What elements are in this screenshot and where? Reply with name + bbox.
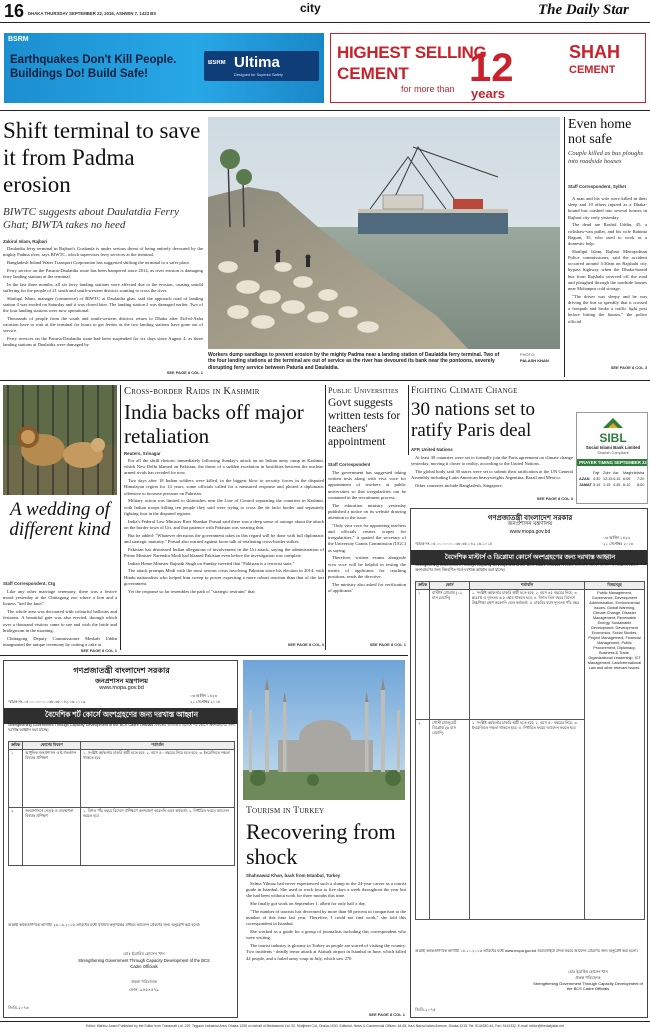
prayer-head: Fajr [593,471,600,475]
govt-paragraph: The government has suggested taking written tests along with viva voce for appointment of teachers at public universities so that irregularities can be contained in the recruitment process. [328,470,406,500]
lead-deck: BIWTC suggests about Daulatdia Ferry Ghat; BIWTA takes no heed [3,206,179,231]
notice-right-date-1: ০৬ আশ্বিন ১৪২৩ [603,536,630,540]
table-cell: Public Management, Governance, Development Administration, Environmental Issues, Global Warming, Climate Change, Disaster Management, Renewable Energy, Sustainable Development, Development Economics, Social Studies, Project Management, Financial Management, Public Procurement, Diplomacy, Business & Trade, Organizational Leadership, ICT Management, Law/International Law and other relevant issues. [585,590,645,920]
home-paragraph: The dead are Rashid Uddin, 45, a rickshaw-van puller, and his wife Rahima Begum, 35, who used to work as a domestic help. [568,222,647,247]
imprint: Editor: Mahfuz Anam Published by the Editor from Transcraft Ltd. 229, Tejgaon Industrial Area, Dhaka-1208 on behalf of Mediaworld Ltd. 52, Motijheel C/A, Dhaka-1000. Editorial, News & Commercial Offices: 64-65, Kazi Nazrul Islam Avenue, Dhaka-1215. Tel: 9144330-44, Fax: 9144332, E-mail: editor@thedailystar.net [86,1024,564,1028]
govt-kicker: Public Universities [328,386,399,395]
notice-left-sign-role: প্রকল্প পরিচালক [130,979,158,984]
notice-left-sign-phone: ফোন: ৯৫৫৪৫৭৯ [129,987,159,992]
turkey-paragraph: "The number of tourists has decreased by more than 60 percent in comparison to the number of this time last year. Therefore, I could not find work," she told this correspondent in Istanbul. [246,909,406,927]
notice-left-col: কোর্সের বিবরণ [23,742,81,750]
notice-left-sign-name: মোঃ ইব্রাহিম হোসেন খান [123,951,165,956]
notice-left-sign-project: Strengthening Government Through Capacity Development of the BCS Cadre Officials [78,958,210,969]
table-cell: পোস্ট গ্র্যাজুয়েট ডিপ্লোমা (৬ মাস মেয়াদি) [430,720,470,920]
shah-sub-2: years [471,86,505,101]
turkey-body [246,881,406,1011]
wedding-paragraph: Like any other marriage ceremony, there was a festive mood yesterday at the Chittagong zoo where a lion and a lioness "tied the knot". [3,589,117,607]
climate-paragraph: Other countries include Bangladesh, Singapore, [415,483,503,488]
sibl-logo-icon [601,416,625,430]
bsrm-product: Ultima [234,54,280,71]
table-cell: ২ [9,808,23,866]
notice-left-col: ক্রমিক [9,742,23,750]
notice-right-table [415,581,645,920]
climate-continued[interactable]: SEE PAGE 8 COL 3 [536,496,573,501]
govt-byline: Staff Correspondent [328,462,371,467]
table-cell: ১ [416,590,430,720]
prayer-cell: 7:20 [637,477,645,481]
notice-left-col: শর্তাবলি [81,742,235,750]
wedding-paragraph: The whole area was decorated with colourful balloons and festoons. A beautiful gate was also erected, through which over a thousand visitors came to see and wish the bride and bridegroom in the morning. [3,609,117,633]
table-cell: আধুনিক জনপ্রশাসন ও ই-গভর্ন্যান্স বিষয়ক প্রশিক্ষণ [23,750,81,808]
climate-headline: 30 nations set to ratify Paris deal [411,399,536,441]
notice-right-col: বিষয়সমূহ [585,582,645,590]
india-paragraph: Two days after 18 Indian soldiers were killed, in the biggest blow to security forces in the disputed Himalayan region for 14 years, some officials called for a measured response and plotted a diplomatic offensive to increase pressure on Pakistan. [124,478,324,496]
shah-brand-box [559,34,646,103]
lead-paragraph: Bangladesh Inland Water Transport Corporation has suggested shifting the terminal to a safer place. [7,260,191,265]
govt-paragraph: The education ministry yesterday published a notice on its website drawing attention to the issue. [328,502,406,521]
shah-brand-1: SHAH [569,42,621,62]
home-headline: Even home not safe [568,117,632,147]
india-byline: Reuters, Srinagar [124,451,161,456]
prayer-cell: 4:30 [593,477,601,481]
mosque-illustration [243,660,405,800]
notice-right-sign-role: প্রকল্প পরিচালক [575,975,601,980]
lead-paragraph: Ferry services on the Paturia-Daulatdia route had been suspended for six days since August 4, as three landing stations at Daulatdia were damaged by [3,336,203,348]
notice-right-col: শর্তাবলি [470,582,585,590]
table-cell: মাস্টার্স প্রোগ্রাম (১২ মাস মেয়াদি) [430,590,470,720]
shah-number: 12 [469,48,514,88]
notice-right-footer: আগ্রহী কর্মকর্তাগণকে আগামী ১৫.১০.২০১৬ তারিখের মধ্যে www.mopa.gov.bd ওয়েবসাইটে প্রদত্ত ফরমে আবেদন প্রেরণের জন্য অনুরোধ করা হলো। [415,949,638,953]
notice-left-intro: Strengthening Government Through Capacity Development of the BCS Cadre Officials প্রকল্পের আওতায় বিদেশে শর্ট কোর্সে অংশগ্রহণের জন্য দরখাস্ত আহ্বান করা যাচ্ছে। [8,723,235,732]
turkey-paragraph: Selma Yilmaz had never experienced such a slump in the 24-year career as a tourist guide in Istanbul. She used to work four to five days a week throughout the year but she had been without work for three months this time. [246,881,406,899]
climate-byline: AFP, United Nations [411,447,453,452]
dateline: DHAKA THURSDAY SEPTEMBER 22, 2016, ASHWIN 7, 1423 BS [28,11,157,16]
sibl-ad[interactable] [576,412,648,504]
wedding-headline: A wedding of different kind [9,500,111,540]
home-paragraph: Shafiqul Islam, Rajbari Metropolitan Police commissioner, said the accident occurred around 3:30am on Rajshahi city bypass highway when the Dhaka-bound bus from Rajshahi swerved off the road and ploughed through the roadside houses near Mohanpur cold storage. [568,248,647,292]
notice-right-col: কোর্স [430,582,470,590]
prayer-cell: 1:15 [603,483,611,487]
prayer-cell: 6:05 [623,477,631,481]
notice-left-date-1: ০৬ আশ্বিন ১৪২৩ [190,694,217,698]
govt-headline: Govt suggests written tests for teachers' appointment [328,397,401,448]
wedding-body [3,589,117,647]
notice-right-col: ক্রমিক [416,582,430,590]
notice-right-title: বৈদেশিক মাস্টার্স ও ডিপ্লোমা কোর্সে অংশগ্রহণের জন্য দরখাস্ত আহ্বান [411,550,648,565]
table-cell: ১. সংশ্লিষ্ট কর্মকর্তার চাকরি স্থায়ী হতে হবে; ২. বয়স ৫০ বছরের নিচে; ৩. ইংরেজিতে দক্ষতা থাকতে হবে; ৪. নির্ধারিত ফরমে আবেদন করতে হবে [470,720,585,920]
table-cell: ২ [416,720,430,920]
notice-left-footer: আগ্রহী কর্মকর্তাগণকে আগামী ২৯.০৯.২০১৬ তারিখের মধ্যে যথাযথ কর্তৃপক্ষের মাধ্যমে আবেদন প্রেরণের জন্য অনুরোধ করা হলো। [8,923,201,927]
mopa-notice-short-course [3,660,238,1018]
prayer-cell: 6:10 [623,483,631,487]
india-paragraph: Pakistan has dismissed Indian allegations of involvement in the Uri attack, saying the administration of Prime Minister Narendra Modi had blamed Pakistan even before the investigation was complete. [124,546,324,558]
prayer-title: PRAYER TIMING SEPTEMBER 22 [577,459,648,466]
bsrm-product-box [204,51,319,81]
prayer-head: Zohr [603,471,611,475]
lead-paragraph: In the last three months, all six ferry landing stations were affected due to the erosion, causing untold suffering for the people of 21 south and south-western districts wanting to cross the river. [3,281,203,293]
prayer-head: Asr [613,471,619,475]
prayer-cell: 4:45 [613,483,621,487]
lion-illustration [3,385,117,495]
notice-right-sign-project: Strengthening Government Through Capacity Development of the BCS Cadre Officials [533,981,643,991]
turkey-paragraph: She finally got work on September 1, albeit for only half a day. [250,901,367,907]
shah-headline-1: HIGHEST SELLING [337,43,487,62]
page-number: 16 [4,1,25,21]
notice-left-title: বৈদেশিক শর্ট কোর্সে অংশগ্রহণের জন্য দরখাস্ত আহ্বান [4,708,238,724]
wedding-paragraph: Chittagong Deputy Commissioner Mesbah Uddin inaugurated the unique ceremony by cutting a cake at [3,635,117,647]
prayer-head: Isha [637,471,645,475]
notice-right-header: গণপ্রজাতন্ত্রী বাংলাদেশ সরকার [487,515,573,522]
notice-left-code: জিডি-২০৭৬ [8,1005,29,1010]
india-kicker: Cross-border Raids in Kashmir [124,386,260,397]
wedding-byline: Staff Correspondent, Ctg [3,581,56,586]
shah-sub-1: for more than [401,84,455,94]
home-paragraph: "The driver was sleepy and he was driving the bus so speedily that it crossed a footpath and broke a traffic light post before hitting the houses," the police official [568,293,647,324]
india-paragraph: Yet the response so far resembles the path of "strategic restraint" that [128,588,255,594]
section-name: city [300,1,321,15]
govt-paragraph: The ministry also asked for verification of applicants' [328,581,406,594]
lead-paragraph: Daulatdia ferry terminal in Rajbari's Goalanda is under serious threat of being entirely devoured by the mighty Padma river, says BIWTC, which supervises ferry services at the terminal. [3,246,203,258]
lead-photo-credit: PALASH KHAN [520,358,549,363]
notice-left-table [8,741,235,866]
prayer-cell: 4:15 [613,477,621,481]
notice-right-memo: স্মারক নং-০৫.০০.০০০০.০৩৮.৩৫.০৪২.১৬.১০১৮ [415,542,493,546]
shah-brand-2: CEMENT [569,64,616,76]
lead-paragraph: Thousands of people from the south and south-western districts return to Dhaka after Eid-ul-Azha vacation have to wait at the terminal for hours to get ferries as the two landing stations have gone out of service. [3,316,203,334]
bsrm-tagline: Designed for Superior Safety [234,73,283,77]
turkey-continued[interactable]: SEE PAGE 8 COL 1 [368,1012,405,1017]
lead-continued[interactable]: SEE PAGE 8 COL 1 [166,370,203,375]
lead-paragraph: Shafiqul Islam, manager (commerce) of BIWTC at Daulatdia ghat, said the approach road of landing station 4 was eroded on Saturday and it was closed later. The landing station 2 was damaged earlier. Two of the four landing stations were now operational. [3,295,203,314]
prayer-cell: JAMAT [579,483,592,487]
lead-headline: Shift terminal to save it from Padma erosion [3,118,201,197]
notice-right-ministry: জনপ্রশাসন মন্ত্রণালয় [507,521,553,527]
home-paragraph: A man and his wife were killed in their sleep and 10 others injured as a Dhaka-bound bus crashed into several houses in Rajbari city early yesterday. [568,196,647,220]
notice-left-header: গণপ্রজাতন্ত্রী বাংলাদেশ সরকার [73,666,170,675]
notice-right-intro: Strengthening Government Through Capacity Development of the BCS Cadre Officials প্রকল্পের আওতায় বিদেশে মাস্টার্স ও ডিপ্লোমা কোর্সে অংশগ্রহণের জন্য নিম্নবর্ণিত শর্তে দরখাস্ত আহ্বান করা যাচ্ছে। [415,563,639,572]
notice-right-date-2: ২১ সেপ্টেম্বর ২০১৬ [603,542,634,546]
shah-cement-ad[interactable] [330,33,646,103]
lead-body [3,246,203,369]
lead-byline: Zakirul Islam, Rajbari [3,239,48,244]
govt-continued[interactable]: SEE PAGE 8 COL 1 [369,642,406,647]
notice-left-website: www.mopa.gov.bd [99,685,144,691]
wedding-continued[interactable]: SEE PAGE 8 COL 1 [80,648,117,653]
masthead [0,0,650,22]
climate-paragraph: The global body said 30 states were set to submit their ratification at the UN General Assembly including Latin American heavyweights Argentina, Brazil and Mexico. [411,469,573,481]
shah-headline-2: CEMENT [337,64,409,83]
turkey-headline: Recovering from shock [246,819,396,869]
notice-left-ministry: জনপ্রশাসন মন্ত্রণালয় [95,678,148,685]
mopa-notice-masters [410,508,648,1018]
paper-name: The Daily Star [538,2,629,18]
table-cell: ১. সংশ্লিষ্ট কর্মকর্তার চাকরি স্থায়ী হতে হবে; ২. বয়স ৫০ বছরের নিচে হতে হবে; ৩. ইংরেজিতে দক্ষতা থাকতে হবে [81,750,235,808]
turkey-kicker: Tourism in Turkey [246,806,325,816]
table-row [416,590,645,720]
india-continued[interactable]: SEE PAGE 8 COL 3 [287,642,324,647]
lead-paragraph: Ferry service on the Paturia-Daulatdia route has been hampered since 2014, as river erosion is damaging ferry landing stations at the terminal. [3,267,203,279]
india-paragraph: Indian Home Minister Rajnath Singh on Sunday tweeted that "Pakistan is a terrorist state." [128,560,295,566]
india-paragraph: India's Federal Law Minister Ravi Shankar Prasad said there was a deep sense of outrage about the attack on the border town of Uri, and that patience with Pakistan was wearing thin. [124,518,324,530]
notice-left-memo: স্মারক নং-০৫.০০.০০০০.০৩৮.৩৫.০৪২.১৬.১০১৯ [8,700,86,704]
table-row [9,750,235,808]
bsrm-product-logo: BSRM [208,60,226,66]
wedding-photo [3,385,117,495]
home-continued[interactable]: SEE PAGE 8 COL 3 [610,365,647,370]
table-cell: ১. বিগত পাঁচ বছরে বিদেশে প্রশিক্ষণে অংশগ্রহণ করেননি এমন কর্মকর্তা; ২. নির্ধারিত ফরমে আবেদন করতে হবে [81,808,235,866]
prayer-cell: AZAN [579,477,590,481]
home-deck: Couple killed as bus ploughs into roadside houses [568,150,644,165]
climate-kicker: Fighting Climate Change [411,386,518,396]
table-row [9,808,235,866]
ferry-ghat-illustration [208,117,560,349]
table-cell: জনপ্রশাসনে নেতৃত্ব ও ব্যবস্থাপনা বিষয়ক প্রশিক্ষণ [23,808,81,866]
table-cell: ১. সংশ্লিষ্ট কর্মকর্তার চাকরি স্থায়ী হতে হবে; ২. বয়স ৪৫ বছরের নিচে; ৩. IELTS এ ন্যূনতম ৬.৫ স্কোর থাকতে হবে; ৪. বিগত তিন বছরে বিদেশে উচ্চশিক্ষা গ্রহণ করেননি এমন কর্মকর্তা; ৫. চাকরির বয়স ন্যূনতম পাঁচ বছর [470,590,585,720]
climate-body [411,455,573,495]
home-body [568,196,647,363]
notice-right-website: www.mopa.gov.bd [509,529,551,535]
govt-paragraph: Therefore, written exams alongside viva voce will be helpful in testing the merits of applicants for teaching positions, reads the directive. [328,555,406,580]
climate-paragraph: At least 30 countries were set to formally join the Paris agreement on climate change yesterday, moving it closer to reality, according to the United Nations. [411,455,573,467]
india-paragraph: For all the shrill rhetoric immediately following Sunday's attack on an Indian army camp in Kashmir, which New Delhi blamed on Pakistan, the threat of a sudden escalation in hostilities between the nuclear-armed rivals has receded for now. [124,458,324,476]
india-paragraph: The attack prompts Modi with the most serious crisis involving Pakistan since his election in 2014, with Hindu nationalists who helped him sweep to power expecting a more robust reaction than that of the last government. [124,568,324,586]
prayer-cell: 8:00 [637,483,645,487]
prayer-row [579,482,647,488]
turkey-photo [243,660,405,800]
prayer-head: Maghrib [623,471,637,475]
turkey-paragraph: The tourist industry is gloomy in Turkey as people are scared of visiting the country. Two incidents - deadly terror attack at Ataturk airport in Istanbul in June, which killed 42 people, and a failed army coup in July, which saw 270 [246,943,406,961]
sibl-brand: SIBL [599,431,627,445]
india-headline: India backs off major retaliation [124,400,304,448]
sibl-tag: Shariah Compliant [597,451,629,455]
prayer-table [579,470,647,488]
india-paragraph: But he added: "Whatever decisions the government takes in this regard will be done with full diplomatic and strategic maturity." Prasad also warned against loose talk of retaliating cross-border strikes. [124,532,324,544]
lead-photo [208,117,560,349]
lead-photo-caption: Workers dump sandbags to prevent erosion by the mighty Padma near a landing station of Daulatdia ferry terminal. Two of the four landing stations at the terminal are out of service as the river has devoured its bank near the pontoons, severely disrupting ferry service between Paturia and Daulatdia. [208,352,500,371]
bsrm-ad[interactable] [4,33,324,103]
bsrm-logo: BSRM [8,36,29,43]
notice-right-sign-name: মোঃ ইব্রাহিম হোসেন খান [568,969,608,974]
prayer-cell: 5:15 [593,483,601,487]
govt-body [328,470,406,640]
india-body [124,458,324,641]
notice-right-code: জিডি-২০৭৫ [415,1007,436,1012]
prayer-cell: 12:15 [603,477,613,481]
india-paragraph: Military action was limited to skirmishes near the Line of Control separating the countries in Kashmir, with Indian troops killing ten people they said were trying to cross the de facto border and separately fighting four in the disputed regions. [124,498,324,516]
turkey-paragraph: She worked as a guide for a group of journalists including this correspondent who were visiting. [246,929,406,941]
notice-left-date-2: ২১ সেপ্টেম্বর ২০১৬ [190,700,221,704]
bsrm-headline: Earthquakes Don't Kill People. Buildings Do! Build Safe! [10,54,177,80]
table-cell: ১ [9,750,23,808]
lead-photo-credit-label: PHOTO: [520,352,536,357]
turkey-byline: Shahnawaz Khan, back from Istanbul, Turkey [246,873,341,878]
govt-paragraph: "Only viva voce for appointing teachers and officials creates scopes for irregularities," it quoted the secretary of the University Grants Commission (UGC) as saying. [328,522,406,553]
home-byline: Staff Correspondent, Sylhet [568,184,627,189]
sibl-name: Social Islami Bank Limited [585,445,641,450]
